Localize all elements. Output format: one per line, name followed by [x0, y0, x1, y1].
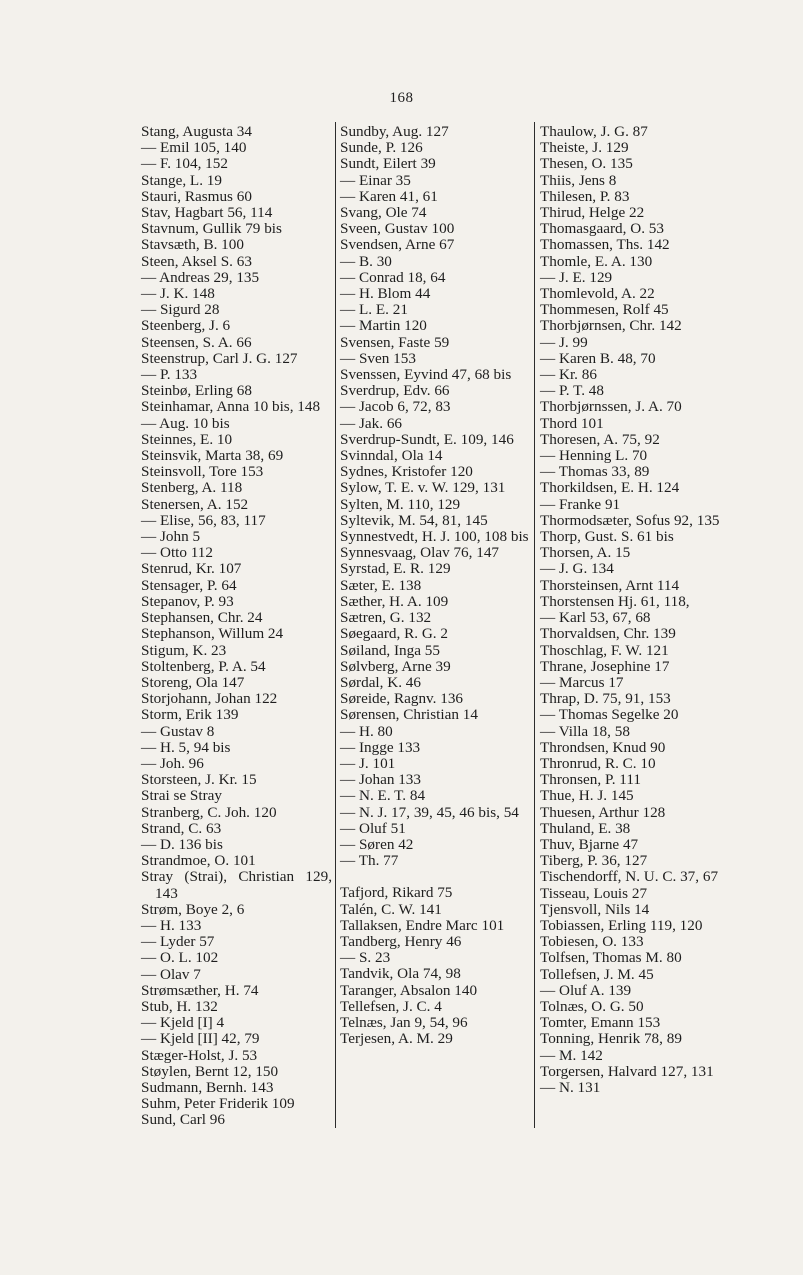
- index-entry: Stoltenberg, P. A. 54: [141, 657, 266, 675]
- index-entry: Steinnes, E. 10: [141, 430, 233, 448]
- index-entry: Thomlevold, A. 22: [540, 285, 655, 303]
- index-entry: Stange, L. 19: [141, 171, 222, 189]
- index-entry: — Johan 133: [340, 771, 421, 789]
- index-entry: Sylow, T. E. v. W. 129, 131: [340, 479, 506, 497]
- index-entry: Thronrud, R. C. 10: [540, 754, 656, 772]
- index-column-1: [141, 124, 332, 1129]
- index-entry: — J. 99: [540, 333, 588, 351]
- index-column-2: [340, 124, 530, 1047]
- index-entry: Storeng, Ola 147: [141, 673, 245, 691]
- index-entry: Sveen, Gustav 100: [340, 220, 455, 238]
- index-entry: Thorbjørnssen, J. A. 70: [540, 398, 682, 416]
- index-entry: Terjesen, A. M. 29: [340, 1030, 453, 1048]
- index-entry: Strømsæther, H. 74: [141, 981, 259, 999]
- index-entry: — S. 23: [340, 949, 391, 967]
- index-entry: — Gustav 8: [141, 722, 215, 740]
- index-entry: Svendsen, Arne 67: [340, 236, 455, 254]
- index-entry: — Th. 77: [340, 852, 399, 870]
- index-entry: Tandvik, Ola 74, 98: [340, 965, 461, 983]
- index-entry: Stensager, P. 64: [141, 576, 237, 594]
- index-entry: Steinsvik, Marta 38, 69: [141, 447, 284, 465]
- index-entry: — P. T. 48: [540, 382, 604, 400]
- section-gap: [340, 869, 530, 885]
- index-entry: Tandberg, Henry 46: [340, 932, 462, 950]
- index-entry: — O. L. 102: [141, 949, 219, 967]
- index-entry: Steensen, S. A. 66: [141, 333, 252, 351]
- index-entry: Thirud, Helge 22: [540, 204, 645, 222]
- index-entry: Tallaksen, Endre Marc 101: [340, 916, 505, 934]
- index-entry: Stub, H. 132: [141, 997, 218, 1015]
- index-entry: — Aug. 10 bis: [141, 414, 230, 432]
- index-entry: Svensen, Faste 59: [340, 333, 450, 351]
- index-entry: Søiland, Inga 55: [340, 641, 440, 659]
- index-entry: Tisseau, Louis 27: [540, 884, 648, 902]
- index-entry: Thorp, Gust. S. 61 bis: [540, 528, 674, 546]
- index-entry: — Franke 91: [540, 495, 621, 513]
- index-entry: — Kjeld [II] 42, 79: [141, 1030, 260, 1048]
- index-entry: Tobiassen, Erling 119, 120: [540, 916, 703, 934]
- index-entry: Taranger, Absalon 140: [340, 981, 478, 999]
- index-entry: Thorsteinsen, Arnt 114: [540, 576, 680, 594]
- index-entry: — Conrad 18, 64: [340, 268, 446, 286]
- index-entry: Stenberg, A. 118: [141, 479, 243, 497]
- index-entry: — Oluf 51: [340, 819, 406, 837]
- index-entry: Sundt, Eilert 39: [340, 155, 436, 173]
- index-entry: Synnesvaag, Olav 76, 147: [340, 544, 500, 562]
- index-entry: — J. K. 148: [141, 285, 215, 303]
- index-entry: Steinbø, Erling 68: [141, 382, 252, 400]
- index-entry: Torgersen, Halvard 127, 131: [540, 1062, 714, 1080]
- index-entry: Sverdrup, Edv. 66: [340, 382, 450, 400]
- index-entry: Sølvberg, Arne 39: [340, 657, 451, 675]
- index-entry: — Sigurd 28: [141, 301, 220, 319]
- index-entry: — Jacob 6, 72, 83: [340, 398, 451, 416]
- index-entry: Stephansen, Chr. 24: [141, 609, 263, 627]
- index-entry: Stranberg, C. Joh. 120: [141, 803, 277, 821]
- index-entry: Sæter, E. 138: [340, 576, 422, 594]
- index-entry: Telnæs, Jan 9, 54, 96: [340, 1013, 468, 1031]
- index-entry: Steinsvoll, Tore 153: [141, 463, 264, 481]
- index-entry: Søreide, Ragnv. 136: [340, 690, 464, 708]
- column-divider: [335, 122, 336, 1128]
- index-entry: Thorkildsen, E. H. 124: [540, 479, 680, 497]
- index-entry: — Thomas 33, 89: [540, 463, 650, 481]
- index-entry: Steenstrup, Carl J. G. 127: [141, 349, 298, 367]
- index-entry: Thomassen, Ths. 142: [540, 236, 670, 254]
- index-entry: Tafjord, Rikard 75: [340, 884, 453, 902]
- index-column-3: [540, 124, 730, 1096]
- index-entry: — L. E. 21: [340, 301, 408, 319]
- index-entry: — Kjeld [I] 4: [141, 1014, 225, 1032]
- index-entry: — F. 104, 152: [141, 155, 228, 173]
- index-entry: — Martin 120: [340, 317, 427, 335]
- index-entry: — Kr. 86: [540, 366, 597, 384]
- index-entry: Tiberg, P. 36, 127: [540, 852, 648, 870]
- index-entry: Steenberg, J. 6: [141, 317, 231, 335]
- index-entry: — Oluf A. 139: [540, 981, 632, 999]
- index-entry: Stephanson, Willum 24: [141, 625, 284, 643]
- index-entry: — Jak. 66: [340, 414, 403, 432]
- index-entry: — Joh. 96: [141, 754, 204, 772]
- index-entry: Tomter, Emann 153: [540, 1014, 661, 1032]
- index-entry: Synnestvedt, H. J. 100, 108 bis: [340, 528, 529, 546]
- index-entry: Søegaard, R. G. 2: [340, 625, 448, 643]
- index-entry: Tolnæs, O. G. 50: [540, 997, 644, 1015]
- index-entry: Sverdrup-Sundt, E. 109, 146: [340, 430, 514, 448]
- index-entry: Stavsæth, B. 100: [141, 236, 244, 254]
- index-entry: — Otto 112: [141, 544, 213, 562]
- index-entry: Sudmann, Bernh. 143: [141, 1078, 274, 1096]
- index-entry: — Emil 105, 140: [141, 139, 247, 157]
- index-entry: Stang, Augusta 34: [141, 123, 252, 140]
- index-entry: Sylten, M. 110, 129: [340, 495, 461, 513]
- index-entry: Thomle, E. A. 130: [540, 252, 653, 270]
- index-entry: — Karl 53, 67, 68: [540, 609, 651, 627]
- index-entry: — N. 131: [540, 1078, 601, 1096]
- index-entry: — Henning L. 70: [540, 447, 648, 465]
- index-entry: Tonning, Henrik 78, 89: [540, 1030, 682, 1048]
- index-entry: Storjohann, Johan 122: [141, 690, 278, 708]
- index-entry: Tellefsen, J. C. 4: [340, 997, 442, 1015]
- index-entry: — N. J. 17, 39, 45, 46 bis, 54: [340, 803, 519, 821]
- index-entry: Thommesen, Rolf 45: [540, 301, 669, 319]
- index-entry: — B. 30: [340, 252, 392, 270]
- index-entry: Steinhamar, Anna 10 bis, 148: [141, 398, 321, 416]
- index-entry: Strøm, Boye 2, 6: [141, 900, 245, 918]
- index-entry: Tischendorff, N. U. C. 37, 67: [540, 868, 719, 886]
- index-entry: Thuland, E. 38: [540, 819, 631, 837]
- index-entry: Thorstensen Hj. 61, 118,: [540, 592, 690, 610]
- index-entry: Thoresen, A. 75, 92: [540, 430, 660, 448]
- index-entry: — Karen 41, 61: [340, 187, 438, 205]
- index-entry: — J. 101: [340, 754, 396, 772]
- index-entry: Strai se Stray: [141, 787, 222, 805]
- index-entry: Thuv, Bjarne 47: [540, 835, 639, 853]
- index-entry: Stray (Strai), Christian 129, 143: [141, 868, 332, 902]
- index-entry: Stepanov, P. 93: [141, 592, 234, 610]
- index-entry: Thoschlag, F. W. 121: [540, 641, 669, 659]
- index-entry: — N. E. T. 84: [340, 787, 426, 805]
- index-entry: — M. 142: [540, 1046, 603, 1064]
- index-entry: Strand, C. 63: [141, 819, 222, 837]
- index-entry: — Ingge 133: [340, 738, 421, 756]
- index-entry: — Einar 35: [340, 171, 411, 189]
- index-entry: — Marcus 17: [540, 673, 624, 691]
- index-entry: Storm, Erik 139: [141, 706, 239, 724]
- index-entry: — Elise, 56, 83, 117: [141, 511, 266, 529]
- index-entry: Sund, Carl 96: [141, 1111, 225, 1129]
- index-entry: Thorvaldsen, Chr. 139: [540, 625, 676, 643]
- index-entry: Svenssen, Eyvind 47, 68 bis: [340, 366, 512, 384]
- index-entry: — H. 5, 94 bis: [141, 738, 231, 756]
- index-entry: Strandmoe, O. 101: [141, 852, 256, 870]
- index-entry: Storsteen, J. Kr. 15: [141, 771, 257, 789]
- index-entry: Thilesen, P. 83: [540, 187, 630, 205]
- index-entry: Tolfsen, Thomas M. 80: [540, 949, 682, 967]
- page-number: 168: [389, 90, 414, 106]
- index-entry: Svang, Ole 74: [340, 204, 427, 222]
- index-entry: Thue, H. J. 145: [540, 787, 634, 805]
- index-entry: Svinndal, Ola 14: [340, 447, 443, 465]
- index-entry: Stav, Hagbart 56, 114: [141, 204, 273, 222]
- index-entry: — Andreas 29, 135: [141, 268, 260, 286]
- index-entry: — D. 136 bis: [141, 835, 223, 853]
- index-entry: — Villa 18, 58: [540, 722, 630, 740]
- index-entry: Tobiesen, O. 133: [540, 933, 644, 951]
- index-entry: Sørdal, K. 46: [340, 673, 421, 691]
- index-entry: Sunde, P. 126: [340, 139, 423, 157]
- index-entry: Throndsen, Knud 90: [540, 738, 666, 756]
- column-divider: [534, 122, 535, 1128]
- index-entry: Stavnum, Gullik 79 bis: [141, 220, 282, 238]
- index-entry: — J. G. 134: [540, 560, 614, 578]
- index-entry: — Olav 7: [141, 965, 201, 983]
- index-entry: Stenersen, A. 152: [141, 495, 249, 513]
- index-entry: Sørensen, Christian 14: [340, 706, 478, 724]
- index-entry: Thord 101: [540, 414, 604, 432]
- index-entry: — H. 133: [141, 916, 202, 934]
- index-entry: Sydnes, Kristofer 120: [340, 463, 473, 481]
- index-entry: — Sven 153: [340, 349, 416, 367]
- index-entry: Talén, C. W. 141: [340, 900, 442, 918]
- index-entry: Stigum, K. 23: [141, 641, 227, 659]
- index-entry: Thorbjørnsen, Chr. 142: [540, 317, 682, 335]
- index-entry: Stæger-Holst, J. 53: [141, 1046, 258, 1064]
- index-entry: Thrane, Josephine 17: [540, 657, 670, 675]
- index-entry: Sæther, H. A. 109: [340, 592, 449, 610]
- index-entry: Tjensvoll, Nils 14: [540, 900, 650, 918]
- index-entry: Thrap, D. 75, 91, 153: [540, 690, 671, 708]
- index-entry: — H. 80: [340, 722, 393, 740]
- index-entry: — P. 133: [141, 366, 198, 384]
- index-entry: Steen, Aksel S. 63: [141, 252, 252, 270]
- index-entry: Støylen, Bernt 12, 150: [141, 1062, 279, 1080]
- index-entry: Sundby, Aug. 127: [340, 123, 449, 140]
- index-entry: Thesen, O. 135: [540, 155, 633, 173]
- index-entry: Suhm, Peter Friderik 109: [141, 1095, 295, 1113]
- index-entry: — Lyder 57: [141, 933, 215, 951]
- index-entry: Sætren, G. 132: [340, 609, 432, 627]
- index-entry: Thiis, Jens 8: [540, 171, 617, 189]
- index-entry: — Thomas Segelke 20: [540, 706, 679, 724]
- index-entry: Thaulow, J. G. 87: [540, 123, 648, 140]
- index-entry: Thuesen, Arthur 128: [540, 803, 666, 821]
- index-entry: Theiste, J. 129: [540, 139, 629, 157]
- index-entry: Thronsen, P. 111: [540, 771, 641, 789]
- index-entry: Thomasgaard, O. 53: [540, 220, 664, 238]
- index-entry: Syltevik, M. 54, 81, 145: [340, 511, 488, 529]
- index-entry: — H. Blom 44: [340, 285, 431, 303]
- index-entry: — Søren 42: [340, 835, 414, 853]
- index-entry: Syrstad, E. R. 129: [340, 560, 451, 578]
- index-entry: Thorsen, A. 15: [540, 544, 631, 562]
- index-entry: Stenrud, Kr. 107: [141, 560, 242, 578]
- index-entry: — J. E. 129: [540, 268, 613, 286]
- index-entry: — Karen B. 48, 70: [540, 349, 656, 367]
- index-entry: Thormodsæter, Sofus 92, 135: [540, 511, 720, 529]
- index-entry: — John 5: [141, 528, 201, 546]
- index-entry: Stauri, Rasmus 60: [141, 187, 252, 205]
- index-entry: Tollefsen, J. M. 45: [540, 965, 654, 983]
